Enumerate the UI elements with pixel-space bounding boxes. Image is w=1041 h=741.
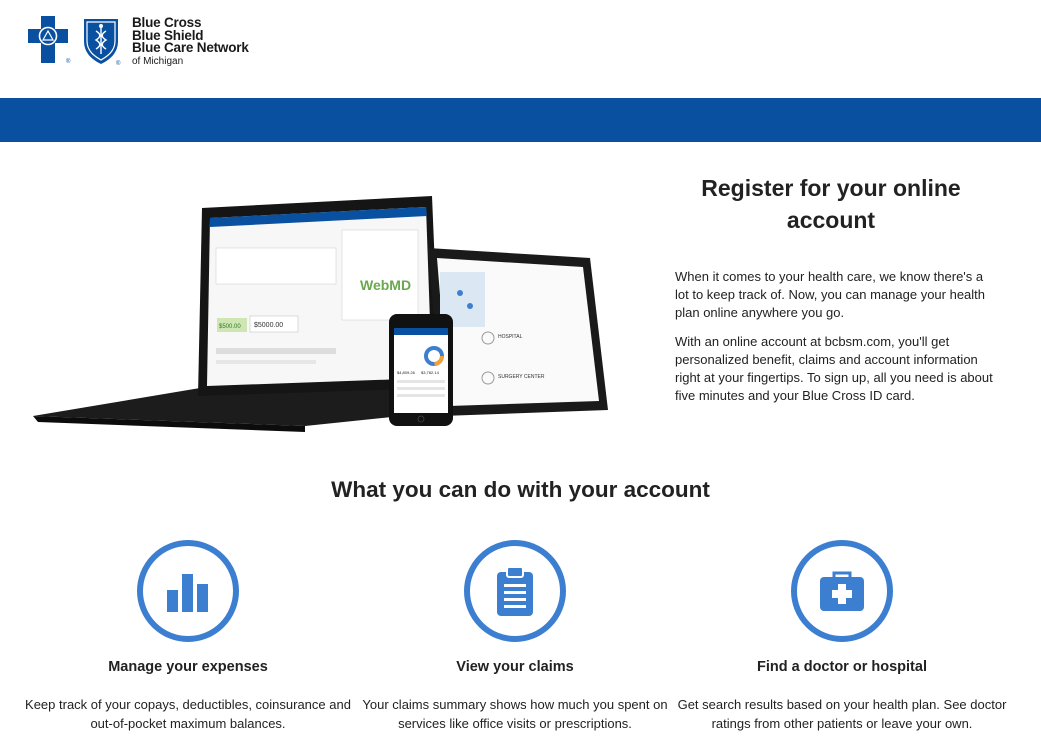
feature-find-doctor bbox=[669, 540, 1015, 733]
svg-text:WebMD: WebMD bbox=[360, 277, 412, 293]
laptop-amount-2: $5000.00 bbox=[254, 322, 284, 329]
bcbsm-logo[interactable] bbox=[28, 16, 249, 68]
medical-kit-icon bbox=[791, 540, 893, 642]
site-header bbox=[0, 0, 1041, 98]
cross-shield-logo-icon bbox=[28, 16, 124, 66]
tablet-heading-2: SURGERY CENTER bbox=[498, 374, 545, 380]
bar-chart-icon bbox=[137, 540, 239, 642]
logo-line-3: Blue Care Network bbox=[132, 40, 249, 55]
feature-manage-expenses bbox=[15, 540, 361, 733]
phone-amount-1: $4,809.26 bbox=[397, 370, 415, 375]
devices-illustration bbox=[30, 188, 625, 438]
laptop-amount-1: $500.00 bbox=[219, 324, 241, 330]
phone-amount-2: $3,782.14 bbox=[421, 370, 439, 375]
feature-title: View your claims bbox=[456, 659, 574, 675]
feature-title: Manage your expenses bbox=[108, 659, 268, 675]
feature-title: Find a doctor or hospital bbox=[757, 659, 927, 675]
logo-wordmark bbox=[132, 17, 249, 68]
clipboard-icon bbox=[464, 540, 566, 642]
logo-line-4: of Michigan bbox=[132, 55, 184, 67]
feature-view-claims bbox=[342, 540, 688, 733]
feature-description: Get search results based on your health plan. See doctor ratings from other patients or leave your own. bbox=[677, 697, 1007, 731]
feature-description: Keep track of your copays, deductibles, coinsurance and out-of-pocket maximum balances. bbox=[25, 697, 351, 731]
hero-paragraph-2: With an online account at bcbsm.com, you'll get personalized benefit, claims and account information right at your fingertips. To sign up, all you need is about five minutes and your Blue Cross ID card. bbox=[675, 334, 993, 403]
hero-paragraph-1: When it comes to your health care, we know there's a lot to keep track of. Now, you can manage your health plan online anywhere you go. bbox=[675, 269, 986, 320]
logo-line-2: Blue Shield bbox=[132, 27, 204, 43]
feature-description: Your claims summary shows how much you spent on services like office visits or prescriptions. bbox=[362, 697, 668, 731]
blue-banner-bar bbox=[0, 98, 1041, 142]
logo-line-1: Blue Cross bbox=[132, 15, 202, 30]
svg-text:®: ® bbox=[116, 61, 121, 66]
hero-title: Register for your online account bbox=[701, 175, 961, 233]
svg-text:®: ® bbox=[66, 59, 71, 65]
features-section-title: What you can do with your account bbox=[331, 477, 710, 502]
tablet-heading-1: HOSPITAL bbox=[498, 334, 523, 340]
